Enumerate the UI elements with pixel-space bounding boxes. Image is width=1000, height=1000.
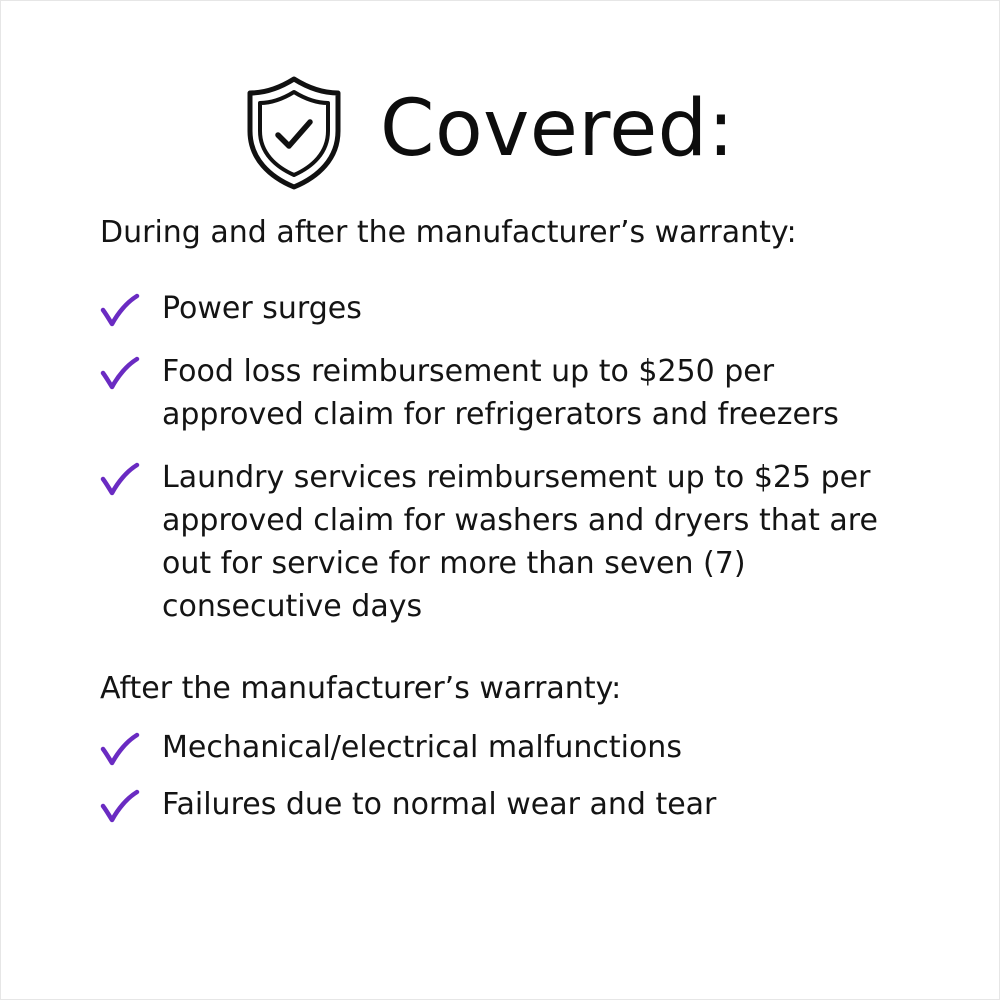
section-heading-after: After the manufacturer’s warranty: (100, 671, 622, 706)
check-icon (100, 293, 140, 327)
check-icon (100, 356, 140, 390)
page-header (246, 74, 734, 192)
check-icon (100, 462, 140, 496)
shield-check-icon (246, 75, 342, 191)
page-title: Covered: (380, 84, 735, 174)
list-item-text: Failures due to normal wear and tear (162, 787, 717, 822)
list-item-text: Power surges (162, 291, 362, 326)
list-item-text: Food loss reimbursement up to $250 per approved claim for refrigerators and freezers (162, 354, 839, 432)
check-icon (100, 732, 140, 766)
list-item-text: Mechanical/electrical malfunctions (162, 730, 682, 765)
check-icon (100, 789, 140, 823)
list-item-text: Laundry services reimbursement up to $25 per approved claim for washers and dryers that are out for service for more than seven (7) consecutive days (162, 460, 878, 624)
section-heading-during-after: During and after the manufacturer’s warranty: (100, 215, 797, 250)
